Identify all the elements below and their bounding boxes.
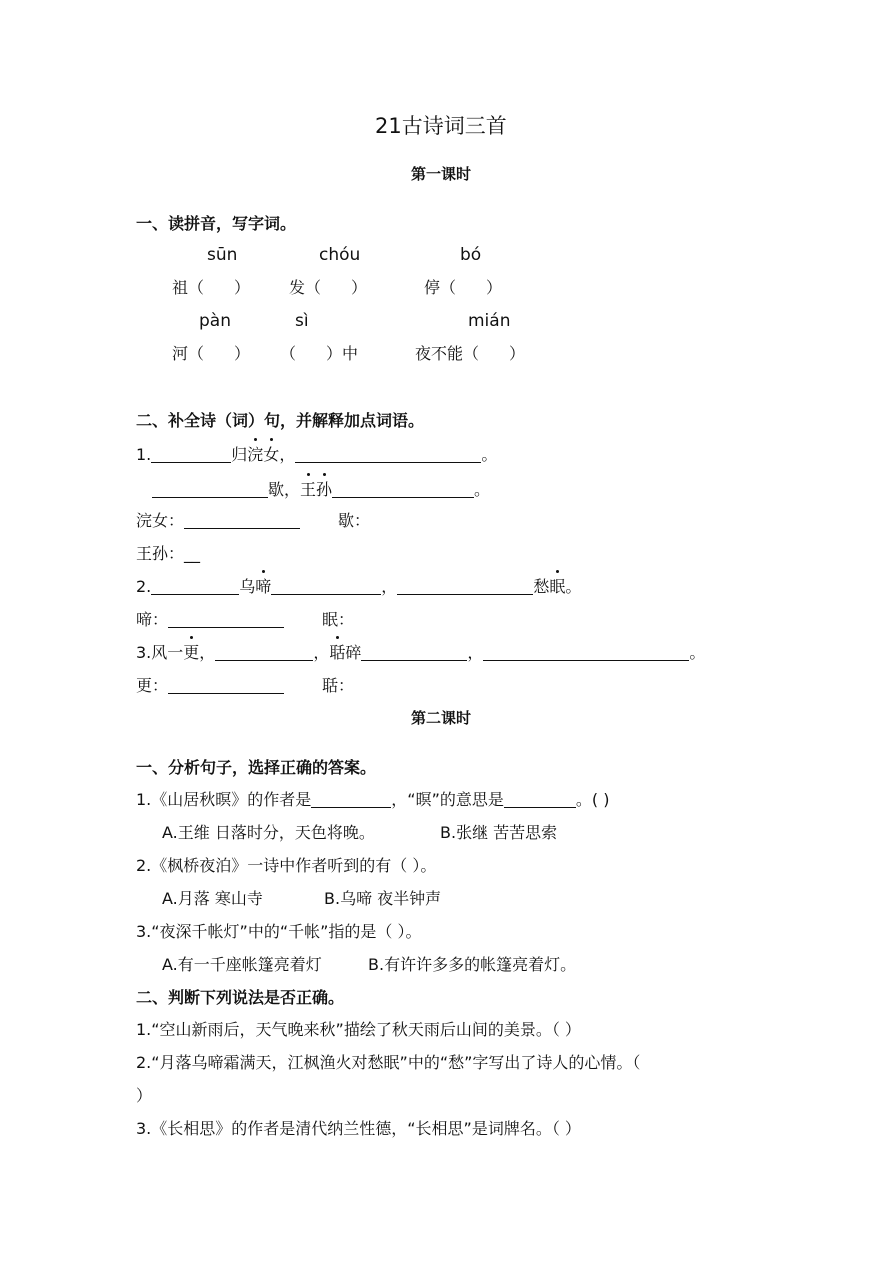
open-paren: （ <box>280 344 297 363</box>
section-pinyin-heading: 一、读拼音，写字词。 <box>136 214 297 233</box>
dotted-char: 王 <box>300 480 317 499</box>
question-number: 2. <box>136 577 152 596</box>
explain-blank: __ <box>184 544 201 563</box>
dotted-char: 女 <box>263 445 280 464</box>
poem-char: 。 <box>474 480 491 499</box>
question-text: ，“暝”的意思是 <box>391 790 504 809</box>
answer-blank <box>504 806 576 808</box>
dotted-char: 更 <box>183 643 200 662</box>
pinyin-pan: pàn <box>199 311 231 331</box>
poem-char: 。 <box>481 445 498 464</box>
answer-blank <box>295 461 481 463</box>
explain-label: 更： <box>136 676 169 695</box>
close-paren: ） <box>486 278 503 297</box>
poem-char: 歇， <box>268 480 301 499</box>
word-item-5 <box>280 346 358 362</box>
poem-line-3 <box>136 579 581 595</box>
judge-question-3: 3.《长相思》的作者是清代纳兰性德，“长相思”是词牌名。（ ） <box>136 1119 581 1138</box>
close-paren: ） <box>234 278 251 297</box>
answer-blank <box>215 659 313 661</box>
judge-question-1: 1.“空山新雨后，天气晚来秋”描绘了秋天雨后山间的美景。（ ） <box>136 1020 581 1039</box>
poem-text: 3.风一 <box>136 643 184 662</box>
poem-line-4 <box>136 645 705 661</box>
explain-label: 眠： <box>322 610 355 629</box>
judge-question-2-paren: ） <box>136 1086 153 1105</box>
poem-char: ， <box>467 643 484 662</box>
answer-blank <box>332 496 474 498</box>
section-poem-heading: 二、补全诗（词）句，并解释加点词语。 <box>136 411 425 430</box>
explain-label: 啼： <box>136 610 169 629</box>
poem-char: ， <box>381 577 398 596</box>
page-title: 21古诗词三首 <box>375 114 507 138</box>
pinyin-sun: sūn <box>207 245 238 265</box>
word-char: 停 <box>424 278 441 297</box>
answer-blank <box>361 659 467 661</box>
choice-1-option-a: A.王维 日落时分，天色将晚。 <box>162 823 375 842</box>
open-paren: （ <box>305 278 322 297</box>
judge-question-2: 2.“月落乌啼霜满天，江枫渔火对愁眠”中的“愁”字写出了诗人的心情。（ <box>136 1053 641 1072</box>
explain-label: 浣女： <box>136 511 185 530</box>
answer-blank <box>271 593 381 595</box>
explain-line-2 <box>136 546 200 562</box>
question-number: 1. <box>136 445 152 464</box>
answer-blank <box>397 593 533 595</box>
explain-label: 歇： <box>338 511 371 530</box>
dotted-char: 孙 <box>316 480 333 499</box>
answer-blank <box>151 461 231 463</box>
choice-question-3: 3.“夜深千帐灯”中的“千帐”指的是（ ）。 <box>136 922 422 941</box>
poem-line-2 <box>152 482 490 498</box>
close-paren: ） <box>509 344 526 363</box>
open-paren: （ <box>188 344 205 363</box>
section-judge-heading: 二、判断下列说法是否正确。 <box>136 988 345 1007</box>
choice-3-option-b: B.有许许多多的帐篷亮着灯。 <box>368 955 577 974</box>
poem-char: 。 <box>565 577 582 596</box>
word-char: 夜不能 <box>415 344 464 363</box>
word-char: 发 <box>289 278 306 297</box>
poem-char: ， <box>313 643 330 662</box>
lesson-1-heading: 第一课时 <box>411 165 472 183</box>
poem-line-1 <box>136 447 497 463</box>
answer-blank <box>483 659 689 661</box>
lesson-2-heading: 第二课时 <box>411 709 472 727</box>
dotted-char: 啼 <box>255 577 272 596</box>
pinyin-si: sì <box>295 311 309 331</box>
dotted-char: 浣 <box>247 445 264 464</box>
dotted-char: 聒 <box>329 643 346 662</box>
word-item-6 <box>415 346 525 362</box>
close-paren: ） <box>326 344 343 363</box>
explain-line-1 <box>136 513 370 529</box>
poem-char: 归 <box>231 445 248 464</box>
word-char: 中 <box>342 344 359 363</box>
close-paren: ） <box>351 278 368 297</box>
choice-2-option-a: A.月落 寒山寺 <box>162 889 263 908</box>
poem-char: 乌 <box>239 577 256 596</box>
dotted-char: 眠 <box>549 577 566 596</box>
word-char: 河 <box>172 344 189 363</box>
word-char: 祖 <box>172 278 189 297</box>
explain-line-3 <box>136 612 354 628</box>
answer-blank <box>152 496 268 498</box>
choice-3-option-a: A.有一千座帐篷亮着灯 <box>162 955 322 974</box>
answer-blank <box>184 527 300 529</box>
word-item-2 <box>289 280 367 296</box>
answer-blank <box>311 806 391 808</box>
choice-question-2: 2.《枫桥夜泊》一诗中作者听到的有（ ）。 <box>136 856 437 875</box>
poem-char: 碎 <box>345 643 362 662</box>
question-text: 。( ) <box>575 790 610 809</box>
answer-blank <box>151 593 239 595</box>
choice-question-1 <box>136 792 609 808</box>
answer-blank <box>168 692 284 694</box>
answer-blank <box>168 626 284 628</box>
pinyin-bo: bó <box>460 245 482 265</box>
open-paren: （ <box>188 278 205 297</box>
explain-label: 王孙： <box>136 544 185 563</box>
explain-line-4 <box>136 678 354 694</box>
pinyin-chou: chóu <box>319 245 361 265</box>
open-paren: （ <box>463 344 480 363</box>
poem-char: ， <box>199 643 216 662</box>
explain-label: 聒： <box>322 676 355 695</box>
poem-char: 。 <box>689 643 706 662</box>
choice-1-option-b: B.张继 苦苦思索 <box>440 823 558 842</box>
word-item-3 <box>424 280 502 296</box>
choice-2-option-b: B.乌啼 夜半钟声 <box>324 889 442 908</box>
pinyin-mian: mián <box>468 311 511 331</box>
poem-char: ， <box>279 445 296 464</box>
poem-char: 愁 <box>533 577 550 596</box>
open-paren: （ <box>440 278 457 297</box>
word-item-4 <box>172 346 250 362</box>
word-item-1 <box>172 280 250 296</box>
section-choice-heading: 一、分析句子，选择正确的答案。 <box>136 758 377 777</box>
close-paren: ） <box>234 344 251 363</box>
question-text: 1.《山居秋暝》的作者是 <box>136 790 312 809</box>
